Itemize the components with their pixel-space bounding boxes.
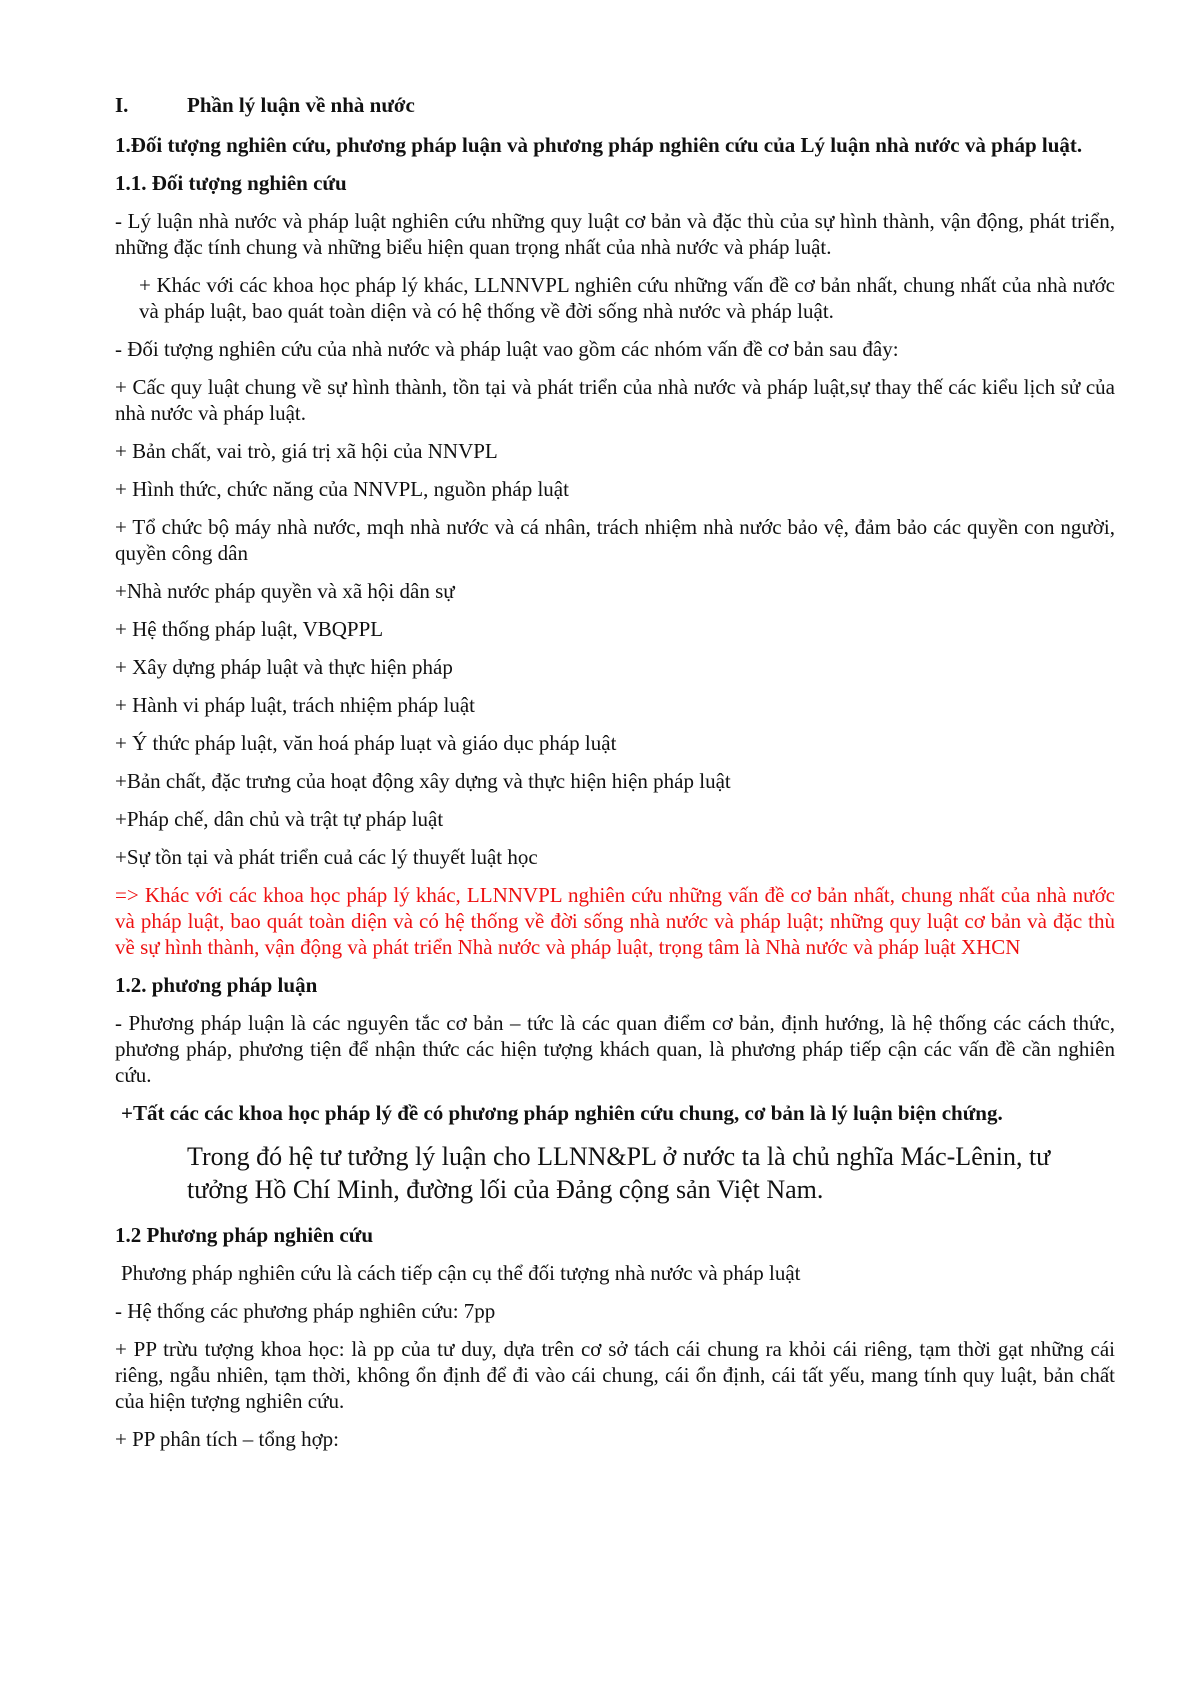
list-item: + Ý thức pháp luật, văn hoá pháp luạt và giáo dục pháp luật: [115, 731, 617, 755]
paragraph: + PP phân tích – tổng hợp:: [115, 1427, 340, 1451]
conclusion-paragraph: => Khác với các khoa học pháp lý khác, LLNNVPL nghiên cứu những vấn đề cơ bản nhất, chung nhất của nhà nước và pháp luật, bao quát toàn diện và có hệ thống về đời sống nhà nước và pháp luật; những quy luật cơ bản và đặc thù về sự hình thành, vận động và phát triển Nhà nước và pháp luật, trọng tâm là Nhà nước và pháp luật XHCN: [115, 883, 1115, 959]
section-title: Phần lý luận về nhà nước: [187, 93, 415, 117]
list-item: +Pháp chế, dân chủ và trật tự pháp luật: [115, 807, 444, 831]
paragraph: - Đối tượng nghiên cứu của nhà nước và pháp luật vao gồm các nhóm vấn đề cơ bản sau đây:: [115, 337, 899, 361]
list-item: + Cấc quy luật chung về sự hình thành, tồn tại và phát triển của nhà nước và pháp luật,sự thay thế các kiểu lịch sử của nhà nước và pháp luật.: [115, 375, 1115, 425]
list-item: +Bản chất, đặc trưng của hoạt động xây dựng và thực hiện hiện pháp luật: [115, 769, 731, 793]
list-item: + Xây dựng pháp luật và thực hiện pháp: [115, 655, 453, 679]
heading-1-2-research-methods: 1.2 Phương pháp nghiên cứu: [115, 1223, 373, 1247]
list-item: + Tổ chức bộ máy nhà nước, mqh nhà nước và cá nhân, trách nhiệm nhà nước bảo vệ, đảm bảo các quyền con người, quyền công dân: [115, 515, 1115, 565]
section-number: I.: [115, 93, 129, 117]
list-item: + Hệ thống pháp luật, VBQPPL: [115, 617, 384, 641]
paragraph: - Lý luận nhà nước và pháp luật nghiên cứu những quy luật cơ bản và đặc thù của sự hình thành, vận động, phát triển, những đặc tính chung và những biểu hiện quan trọng nhất của nhà nước và pháp luật.: [115, 209, 1115, 259]
list-item: +Sự tồn tại và phát triển cuả các lý thuyết luật học: [115, 845, 538, 869]
paragraph-bold: +Tất các các khoa học pháp lý đề có phương pháp nghiên cứu chung, cơ bản là lý luận biện chứng.: [121, 1101, 1003, 1125]
paragraph: Phương pháp nghiên cứu là cách tiếp cận cụ thể đối tượng nhà nước và pháp luật: [121, 1261, 801, 1285]
document-page: [115, 92, 1115, 1464]
list-item: + Hình thức, chức năng của NNVPL, nguồn pháp luật: [115, 477, 569, 501]
heading-1-1: 1.1. Đối tượng nghiên cứu: [115, 171, 347, 195]
heading-1: 1.Đối tượng nghiên cứu, phương pháp luận và phương pháp nghiên cứu của Lý luận nhà nước và pháp luật.: [115, 133, 1083, 157]
list-item: + Hành vi pháp luật, trách nhiệm pháp luật: [115, 693, 475, 717]
paragraph: + PP trừu tượng khoa học: là pp của tư duy, dựa trên cơ sở tách cái chung ra khỏi cái riêng, tạm thời gạt những cái riêng, ngẫu nhiên, tạm thời, không ổn định để đi vào cái chung, cái ổn định, cái tất yếu, mang tính quy luật, bản chất của hiện tượng nghiên cứu.: [115, 1337, 1115, 1413]
heading-1-2-methodology: 1.2. phương pháp luận: [115, 973, 318, 997]
paragraph: + Khác với các khoa học pháp lý khác, LLNNVPL nghiên cứu những vấn đề cơ bản nhất, chung nhất của nhà nước và pháp luật, bao quát toàn diện và có hệ thống về đời sống nhà nước và pháp luật.: [139, 273, 1115, 323]
list-item: +Nhà nước pháp quyền và xã hội dân sự: [115, 579, 455, 603]
paragraph: - Phương pháp luận là các nguyên tắc cơ bản – tức là các quan điểm cơ bản, định hướng, là hệ thống các cách thức, phương pháp, phương tiện để nhận thức các hiện tượng khách quan, là phương pháp tiếp cận các vấn đề cần nghiên cứu.: [115, 1011, 1115, 1087]
paragraph-large: Trong đó hệ tư tưởng lý luận cho LLNN&PL ở nước ta là chủ nghĩa Mác-Lênin, tư tưởng Hồ Chí Minh, đường lối của Đảng cộng sản Việt Nam.: [187, 1142, 1051, 1204]
list-item: + Bản chất, vai trò, giá trị xã hội của NNVPL: [115, 439, 498, 463]
section-heading: [115, 92, 1115, 118]
paragraph: - Hệ thống các phương pháp nghiên cứu: 7pp: [115, 1299, 496, 1323]
